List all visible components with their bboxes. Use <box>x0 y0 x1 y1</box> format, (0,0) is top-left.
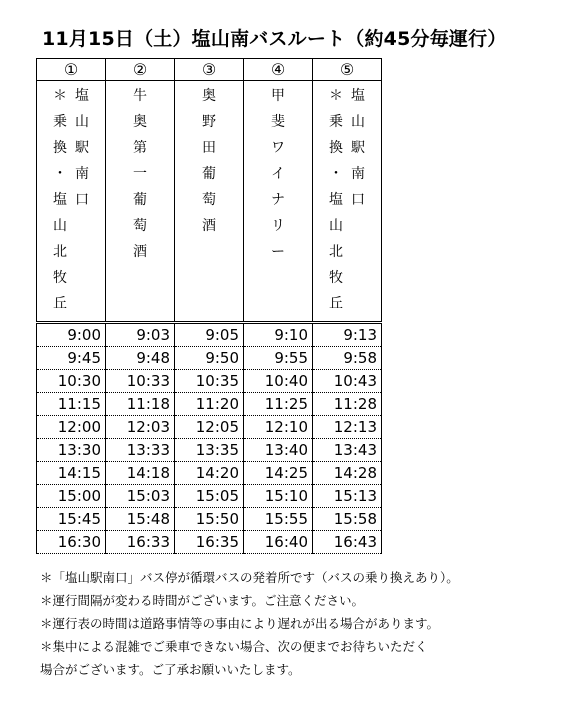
stop-name-char: 酒 <box>202 218 216 234</box>
departure-time: 11:18 <box>106 393 175 416</box>
stop-name-char: 斐 <box>271 114 285 130</box>
departure-time: 15:10 <box>244 485 313 508</box>
stop-name-char: 山 <box>75 114 89 130</box>
departure-time: 15:45 <box>37 508 106 531</box>
departure-time: 16:35 <box>175 531 244 554</box>
stop-name-char: ・ <box>53 166 67 182</box>
departure-time: 12:00 <box>37 416 106 439</box>
departure-time: 9:50 <box>175 347 244 370</box>
stop-name-char: 換 <box>53 140 67 156</box>
stop-name-char: 南 <box>351 166 365 182</box>
stop-name-char: 山 <box>53 218 67 234</box>
stop-name-cell <box>37 81 106 323</box>
stop-name-char: 丘 <box>53 296 67 312</box>
departure-time: 10:30 <box>37 370 106 393</box>
note-line: ＊「塩山駅南口」バス停が循環バスの発着所です（バスの乗り換えあり）。 <box>40 570 459 585</box>
departure-time: 12:10 <box>244 416 313 439</box>
stop-name-char: ＊ <box>53 88 67 104</box>
stop-number: ③ <box>175 59 244 81</box>
departure-time: 14:20 <box>175 462 244 485</box>
stop-name-cell <box>106 81 175 323</box>
departure-time: 14:18 <box>106 462 175 485</box>
timetable <box>36 58 382 554</box>
stop-name-char: 田 <box>202 140 216 156</box>
departure-time: 10:35 <box>175 370 244 393</box>
stop-name-char: 第 <box>133 140 147 156</box>
stop-number: ② <box>106 59 175 81</box>
time-row <box>37 508 382 531</box>
stop-name-char: ー <box>271 244 285 260</box>
time-row <box>37 531 382 554</box>
notes <box>40 566 459 681</box>
departure-time: 14:25 <box>244 462 313 485</box>
departure-time: 12:13 <box>313 416 382 439</box>
note-line: ＊運行表の時間は道路事情等の事由により遅れが出る場合があります。 <box>40 616 440 631</box>
stop-name-column <box>351 83 365 317</box>
stop-name-char: 塩 <box>351 88 365 104</box>
stop-name-column <box>53 83 67 317</box>
departure-time: 12:03 <box>106 416 175 439</box>
departure-time: 11:28 <box>313 393 382 416</box>
stop-name-column <box>133 83 147 265</box>
stop-name-char: 葡 <box>202 166 216 182</box>
departure-time: 13:35 <box>175 439 244 462</box>
page-title: 11月15日（土）塩山南バスルート（約45分毎運行） <box>42 28 507 50</box>
departure-time: 14:15 <box>37 462 106 485</box>
stop-name-char: 塩 <box>75 88 89 104</box>
time-row <box>37 485 382 508</box>
stop-number-row <box>37 59 382 81</box>
stop-name-column <box>271 83 285 265</box>
departure-time: 15:05 <box>175 485 244 508</box>
stop-name-char: イ <box>271 166 285 182</box>
note-line: 場合がございます。ご了承お願いいたします。 <box>40 662 301 677</box>
stop-name-char: ＊ <box>329 88 343 104</box>
stop-name-char: 山 <box>351 114 365 130</box>
stop-name-char: ・ <box>329 166 343 182</box>
stop-name-char: 萄 <box>202 192 216 208</box>
departure-time: 15:00 <box>37 485 106 508</box>
stop-name-column <box>75 83 89 317</box>
stop-name-char: 山 <box>329 218 343 234</box>
stop-name-char: 駅 <box>351 140 365 156</box>
departure-time: 9:45 <box>37 347 106 370</box>
stop-name-char: 塩 <box>53 192 67 208</box>
stop-name-char: 牧 <box>329 270 343 286</box>
departure-time: 9:48 <box>106 347 175 370</box>
stop-name-char: 奥 <box>133 114 147 130</box>
departure-time: 9:00 <box>37 323 106 347</box>
stop-name-char: 甲 <box>271 88 285 104</box>
time-row <box>37 462 382 485</box>
stop-name-char: 北 <box>53 244 67 260</box>
time-row <box>37 393 382 416</box>
stop-name-char: 牧 <box>53 270 67 286</box>
departure-time: 14:28 <box>313 462 382 485</box>
stop-name-char: 酒 <box>133 244 147 260</box>
departure-time: 13:40 <box>244 439 313 462</box>
stop-name-row <box>37 81 382 323</box>
departure-time: 9:13 <box>313 323 382 347</box>
departure-time: 15:03 <box>106 485 175 508</box>
stop-name-char: 口 <box>351 192 365 208</box>
stop-name-char: ワ <box>271 140 285 156</box>
stop-name-char: リ <box>271 218 285 234</box>
stop-name-char: 萄 <box>133 218 147 234</box>
time-row <box>37 370 382 393</box>
stop-name-char: 野 <box>202 114 216 130</box>
departure-time: 10:33 <box>106 370 175 393</box>
departure-time: 16:40 <box>244 531 313 554</box>
departure-time: 9:58 <box>313 347 382 370</box>
departure-time: 15:58 <box>313 508 382 531</box>
time-row <box>37 416 382 439</box>
stop-name-char: 奥 <box>202 88 216 104</box>
departure-time: 9:55 <box>244 347 313 370</box>
stop-name-char: 牛 <box>133 88 147 104</box>
time-row <box>37 439 382 462</box>
stop-name-char: 北 <box>329 244 343 260</box>
departure-time: 9:03 <box>106 323 175 347</box>
stop-name-char: 一 <box>133 166 147 182</box>
stop-name-char: 駅 <box>75 140 89 156</box>
departure-time: 16:43 <box>313 531 382 554</box>
departure-time: 10:40 <box>244 370 313 393</box>
departure-time: 10:43 <box>313 370 382 393</box>
departure-time: 11:15 <box>37 393 106 416</box>
stop-name-column <box>202 83 216 239</box>
stop-name-char: 丘 <box>329 296 343 312</box>
stop-name-cell <box>244 81 313 323</box>
time-row <box>37 323 382 347</box>
departure-time: 13:43 <box>313 439 382 462</box>
stop-name-column <box>329 83 343 317</box>
time-row <box>37 347 382 370</box>
departure-time: 16:30 <box>37 531 106 554</box>
departure-time: 15:55 <box>244 508 313 531</box>
departure-time: 11:25 <box>244 393 313 416</box>
departure-time: 16:33 <box>106 531 175 554</box>
stop-name-char: 口 <box>75 192 89 208</box>
departure-time: 15:13 <box>313 485 382 508</box>
stop-name-char: 南 <box>75 166 89 182</box>
note-line: ＊集中による混雑でご乗車できない場合、次の便までお待ちいただく <box>40 639 428 654</box>
departure-time: 15:50 <box>175 508 244 531</box>
departure-time: 9:05 <box>175 323 244 347</box>
stop-name-cell <box>175 81 244 323</box>
departure-time: 9:10 <box>244 323 313 347</box>
departure-time: 13:33 <box>106 439 175 462</box>
stop-name-char: 塩 <box>329 192 343 208</box>
stop-number: ④ <box>244 59 313 81</box>
stop-name-char: ナ <box>271 192 285 208</box>
departure-time: 12:05 <box>175 416 244 439</box>
note-line: ＊運行間隔が変わる時間がございます。ご注意ください。 <box>40 593 365 608</box>
stop-name-char: 乗 <box>53 114 67 130</box>
departure-time: 15:48 <box>106 508 175 531</box>
stop-name-char: 乗 <box>329 114 343 130</box>
stop-number: ⑤ <box>313 59 382 81</box>
stop-name-cell <box>313 81 382 323</box>
departure-time: 13:30 <box>37 439 106 462</box>
stop-name-char: 換 <box>329 140 343 156</box>
stop-name-char: 葡 <box>133 192 147 208</box>
departure-time: 11:20 <box>175 393 244 416</box>
stop-number: ① <box>37 59 106 81</box>
